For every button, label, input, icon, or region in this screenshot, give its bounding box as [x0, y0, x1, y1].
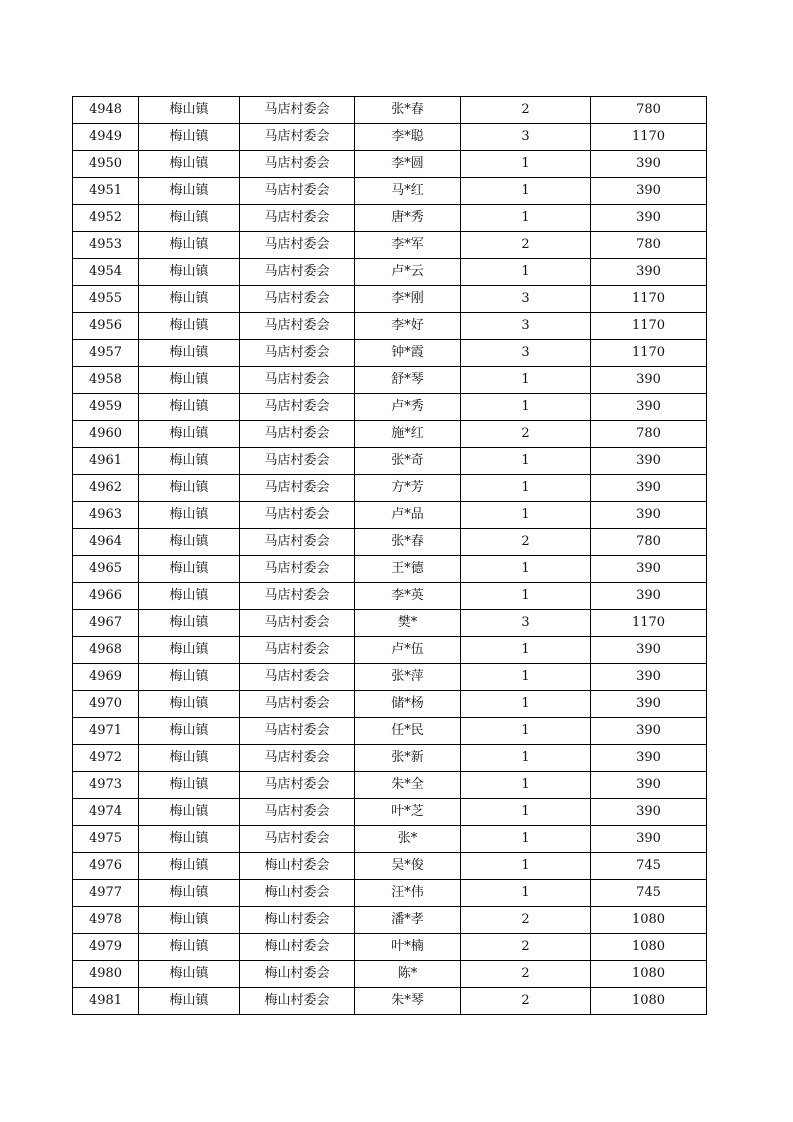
cell-amount: 390	[591, 772, 707, 799]
table-row	[73, 826, 707, 853]
cell-person-count: 1	[461, 637, 591, 664]
cell-town: 梅山镇	[139, 97, 240, 124]
cell-person-count: 1	[461, 448, 591, 475]
cell-person-count: 1	[461, 583, 591, 610]
cell-village-committee: 马店村委会	[240, 151, 355, 178]
cell-serial-number: 4948	[73, 97, 139, 124]
cell-town: 梅山镇	[139, 826, 240, 853]
cell-village-committee: 马店村委会	[240, 637, 355, 664]
cell-person-count: 1	[461, 718, 591, 745]
table-row	[73, 664, 707, 691]
cell-person-count: 2	[461, 934, 591, 961]
cell-amount: 745	[591, 880, 707, 907]
cell-person-name: 马*红	[355, 178, 461, 205]
cell-person-count: 1	[461, 178, 591, 205]
table-row	[73, 691, 707, 718]
cell-person-count: 1	[461, 394, 591, 421]
cell-serial-number: 4963	[73, 502, 139, 529]
cell-person-count: 1	[461, 475, 591, 502]
cell-town: 梅山镇	[139, 367, 240, 394]
cell-town: 梅山镇	[139, 610, 240, 637]
cell-amount: 390	[591, 745, 707, 772]
table-row	[73, 745, 707, 772]
cell-village-committee: 马店村委会	[240, 691, 355, 718]
cell-village-committee: 马店村委会	[240, 502, 355, 529]
cell-person-count: 2	[461, 421, 591, 448]
table-row	[73, 556, 707, 583]
cell-town: 梅山镇	[139, 907, 240, 934]
cell-amount: 1170	[591, 286, 707, 313]
cell-person-name: 卢*秀	[355, 394, 461, 421]
cell-amount: 390	[591, 637, 707, 664]
cell-amount: 390	[591, 178, 707, 205]
cell-town: 梅山镇	[139, 232, 240, 259]
cell-village-committee: 梅山村委会	[240, 853, 355, 880]
cell-serial-number: 4964	[73, 529, 139, 556]
cell-village-committee: 梅山村委会	[240, 988, 355, 1015]
table-row	[73, 340, 707, 367]
cell-town: 梅山镇	[139, 394, 240, 421]
cell-amount: 1170	[591, 124, 707, 151]
table-row	[73, 421, 707, 448]
cell-town: 梅山镇	[139, 286, 240, 313]
cell-amount: 745	[591, 853, 707, 880]
cell-person-count: 3	[461, 610, 591, 637]
cell-serial-number: 4957	[73, 340, 139, 367]
cell-serial-number: 4978	[73, 907, 139, 934]
cell-town: 梅山镇	[139, 934, 240, 961]
cell-town: 梅山镇	[139, 988, 240, 1015]
cell-serial-number: 4973	[73, 772, 139, 799]
cell-serial-number: 4960	[73, 421, 139, 448]
cell-town: 梅山镇	[139, 664, 240, 691]
cell-person-count: 1	[461, 502, 591, 529]
cell-serial-number: 4968	[73, 637, 139, 664]
cell-serial-number: 4965	[73, 556, 139, 583]
cell-amount: 780	[591, 232, 707, 259]
cell-amount: 390	[591, 664, 707, 691]
table-row	[73, 637, 707, 664]
cell-village-committee: 马店村委会	[240, 475, 355, 502]
subsidy-roster-table	[72, 96, 707, 1015]
cell-serial-number: 4979	[73, 934, 139, 961]
table-row	[73, 475, 707, 502]
cell-serial-number: 4981	[73, 988, 139, 1015]
cell-person-count: 1	[461, 259, 591, 286]
cell-serial-number: 4951	[73, 178, 139, 205]
cell-village-committee: 马店村委会	[240, 367, 355, 394]
cell-person-name: 叶*芝	[355, 799, 461, 826]
cell-village-committee: 马店村委会	[240, 205, 355, 232]
cell-serial-number: 4975	[73, 826, 139, 853]
cell-amount: 390	[591, 583, 707, 610]
cell-person-name: 方*芳	[355, 475, 461, 502]
cell-town: 梅山镇	[139, 583, 240, 610]
table-row	[73, 502, 707, 529]
cell-person-count: 1	[461, 556, 591, 583]
cell-person-count: 1	[461, 826, 591, 853]
cell-amount: 390	[591, 475, 707, 502]
cell-serial-number: 4971	[73, 718, 139, 745]
cell-village-committee: 马店村委会	[240, 178, 355, 205]
cell-amount: 390	[591, 718, 707, 745]
cell-village-committee: 马店村委会	[240, 610, 355, 637]
table-row	[73, 178, 707, 205]
cell-town: 梅山镇	[139, 961, 240, 988]
cell-amount: 1170	[591, 340, 707, 367]
cell-town: 梅山镇	[139, 556, 240, 583]
cell-serial-number: 4970	[73, 691, 139, 718]
cell-amount: 390	[591, 556, 707, 583]
cell-person-name: 施*红	[355, 421, 461, 448]
table-row	[73, 853, 707, 880]
cell-town: 梅山镇	[139, 799, 240, 826]
cell-person-name: 张*春	[355, 97, 461, 124]
table-row	[73, 934, 707, 961]
cell-person-name: 卢*伍	[355, 637, 461, 664]
cell-person-count: 3	[461, 124, 591, 151]
cell-amount: 390	[591, 151, 707, 178]
cell-person-name: 钟*霞	[355, 340, 461, 367]
cell-village-committee: 马店村委会	[240, 826, 355, 853]
cell-town: 梅山镇	[139, 718, 240, 745]
cell-village-committee: 马店村委会	[240, 718, 355, 745]
cell-person-name: 朱*全	[355, 772, 461, 799]
cell-serial-number: 4962	[73, 475, 139, 502]
cell-person-name: 李*刚	[355, 286, 461, 313]
cell-village-committee: 马店村委会	[240, 448, 355, 475]
table-row	[73, 97, 707, 124]
cell-amount: 1080	[591, 934, 707, 961]
cell-village-committee: 马店村委会	[240, 772, 355, 799]
cell-person-name: 张*萍	[355, 664, 461, 691]
table-row	[73, 151, 707, 178]
cell-serial-number: 4967	[73, 610, 139, 637]
cell-town: 梅山镇	[139, 880, 240, 907]
cell-person-name: 陈*	[355, 961, 461, 988]
table-row	[73, 313, 707, 340]
cell-person-name: 任*民	[355, 718, 461, 745]
cell-person-name: 张*	[355, 826, 461, 853]
cell-amount: 1170	[591, 313, 707, 340]
cell-village-committee: 马店村委会	[240, 583, 355, 610]
table-row	[73, 124, 707, 151]
cell-person-name: 樊*	[355, 610, 461, 637]
cell-amount: 390	[591, 259, 707, 286]
table-row	[73, 232, 707, 259]
cell-serial-number: 4969	[73, 664, 139, 691]
table-row	[73, 259, 707, 286]
cell-serial-number: 4952	[73, 205, 139, 232]
table-row	[73, 880, 707, 907]
cell-serial-number: 4958	[73, 367, 139, 394]
table-row	[73, 907, 707, 934]
cell-person-count: 1	[461, 691, 591, 718]
cell-town: 梅山镇	[139, 529, 240, 556]
cell-town: 梅山镇	[139, 448, 240, 475]
table-row	[73, 367, 707, 394]
cell-person-name: 汪*伟	[355, 880, 461, 907]
cell-amount: 390	[591, 367, 707, 394]
cell-amount: 390	[591, 448, 707, 475]
cell-person-name: 吴*俊	[355, 853, 461, 880]
cell-person-name: 李*英	[355, 583, 461, 610]
cell-village-committee: 马店村委会	[240, 799, 355, 826]
table-row	[73, 286, 707, 313]
table-row	[73, 394, 707, 421]
cell-person-count: 2	[461, 907, 591, 934]
cell-amount: 390	[591, 691, 707, 718]
cell-serial-number: 4980	[73, 961, 139, 988]
cell-person-count: 1	[461, 664, 591, 691]
cell-person-name: 舒*琴	[355, 367, 461, 394]
cell-village-committee: 梅山村委会	[240, 880, 355, 907]
cell-person-count: 1	[461, 772, 591, 799]
cell-person-count: 2	[461, 232, 591, 259]
cell-person-name: 李*圆	[355, 151, 461, 178]
cell-village-committee: 梅山村委会	[240, 934, 355, 961]
cell-town: 梅山镇	[139, 637, 240, 664]
cell-person-count: 1	[461, 745, 591, 772]
cell-town: 梅山镇	[139, 151, 240, 178]
cell-person-name: 李*好	[355, 313, 461, 340]
cell-serial-number: 4954	[73, 259, 139, 286]
table-row	[73, 205, 707, 232]
cell-amount: 780	[591, 529, 707, 556]
cell-town: 梅山镇	[139, 502, 240, 529]
cell-person-count: 2	[461, 988, 591, 1015]
cell-person-name: 唐*秀	[355, 205, 461, 232]
cell-person-count: 2	[461, 529, 591, 556]
cell-town: 梅山镇	[139, 772, 240, 799]
cell-amount: 1170	[591, 610, 707, 637]
cell-amount: 780	[591, 97, 707, 124]
cell-town: 梅山镇	[139, 691, 240, 718]
cell-person-name: 储*杨	[355, 691, 461, 718]
cell-person-count: 1	[461, 367, 591, 394]
cell-person-count: 1	[461, 799, 591, 826]
cell-person-name: 张*新	[355, 745, 461, 772]
cell-village-committee: 马店村委会	[240, 529, 355, 556]
cell-person-name: 潘*孝	[355, 907, 461, 934]
cell-town: 梅山镇	[139, 259, 240, 286]
cell-town: 梅山镇	[139, 421, 240, 448]
cell-person-name: 卢*品	[355, 502, 461, 529]
cell-serial-number: 4955	[73, 286, 139, 313]
cell-person-name: 张*奇	[355, 448, 461, 475]
cell-serial-number: 4953	[73, 232, 139, 259]
cell-serial-number: 4972	[73, 745, 139, 772]
cell-town: 梅山镇	[139, 475, 240, 502]
cell-person-count: 3	[461, 313, 591, 340]
cell-person-count: 1	[461, 853, 591, 880]
table-row	[73, 448, 707, 475]
cell-serial-number: 4977	[73, 880, 139, 907]
cell-serial-number: 4966	[73, 583, 139, 610]
cell-person-name: 李*军	[355, 232, 461, 259]
cell-serial-number: 4950	[73, 151, 139, 178]
cell-person-count: 2	[461, 97, 591, 124]
cell-town: 梅山镇	[139, 313, 240, 340]
cell-village-committee: 马店村委会	[240, 421, 355, 448]
table-row	[73, 718, 707, 745]
cell-amount: 1080	[591, 961, 707, 988]
table-row	[73, 799, 707, 826]
cell-amount: 1080	[591, 988, 707, 1015]
cell-serial-number: 4961	[73, 448, 139, 475]
cell-amount: 390	[591, 826, 707, 853]
cell-village-committee: 马店村委会	[240, 232, 355, 259]
cell-amount: 780	[591, 421, 707, 448]
table-row	[73, 772, 707, 799]
cell-serial-number: 4974	[73, 799, 139, 826]
cell-town: 梅山镇	[139, 853, 240, 880]
table-row	[73, 961, 707, 988]
cell-village-committee: 马店村委会	[240, 664, 355, 691]
cell-person-count: 3	[461, 286, 591, 313]
cell-village-committee: 梅山村委会	[240, 961, 355, 988]
cell-village-committee: 马店村委会	[240, 745, 355, 772]
cell-town: 梅山镇	[139, 745, 240, 772]
cell-person-count: 1	[461, 151, 591, 178]
cell-person-name: 李*聪	[355, 124, 461, 151]
cell-person-name: 叶*楠	[355, 934, 461, 961]
table-row	[73, 988, 707, 1015]
cell-serial-number: 4976	[73, 853, 139, 880]
cell-person-count: 1	[461, 205, 591, 232]
table-row	[73, 529, 707, 556]
table-row	[73, 583, 707, 610]
cell-village-committee: 梅山村委会	[240, 907, 355, 934]
cell-serial-number: 4956	[73, 313, 139, 340]
cell-town: 梅山镇	[139, 178, 240, 205]
cell-person-count: 1	[461, 880, 591, 907]
cell-amount: 390	[591, 502, 707, 529]
cell-village-committee: 马店村委会	[240, 394, 355, 421]
cell-village-committee: 马店村委会	[240, 97, 355, 124]
cell-serial-number: 4959	[73, 394, 139, 421]
cell-town: 梅山镇	[139, 205, 240, 232]
cell-amount: 390	[591, 394, 707, 421]
cell-village-committee: 马店村委会	[240, 124, 355, 151]
cell-amount: 390	[591, 205, 707, 232]
cell-person-name: 朱*琴	[355, 988, 461, 1015]
cell-village-committee: 马店村委会	[240, 259, 355, 286]
cell-village-committee: 马店村委会	[240, 340, 355, 367]
cell-amount: 1080	[591, 907, 707, 934]
cell-person-count: 3	[461, 340, 591, 367]
cell-amount: 390	[591, 799, 707, 826]
cell-village-committee: 马店村委会	[240, 286, 355, 313]
cell-person-name: 张*春	[355, 529, 461, 556]
cell-person-name: 王*德	[355, 556, 461, 583]
cell-town: 梅山镇	[139, 124, 240, 151]
table-row	[73, 610, 707, 637]
cell-person-name: 卢*云	[355, 259, 461, 286]
cell-village-committee: 马店村委会	[240, 556, 355, 583]
cell-serial-number: 4949	[73, 124, 139, 151]
cell-town: 梅山镇	[139, 340, 240, 367]
roster-body	[73, 97, 707, 1015]
cell-village-committee: 马店村委会	[240, 313, 355, 340]
cell-person-count: 2	[461, 961, 591, 988]
